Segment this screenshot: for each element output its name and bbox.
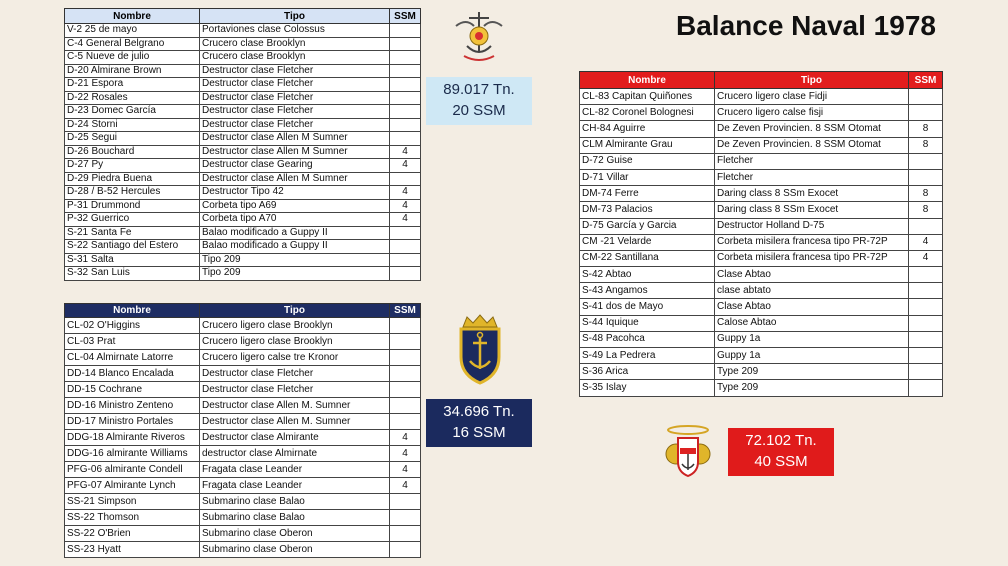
ssm-count-cell: 4 bbox=[390, 430, 421, 446]
ssm-count-cell bbox=[909, 299, 943, 315]
ssm-count-cell bbox=[390, 334, 421, 350]
ship-type-cell: Crucero ligero calse tre Kronor bbox=[200, 350, 390, 366]
ship-type-cell: Tipo 209 bbox=[200, 253, 390, 267]
ship-type-cell: Corbeta misilera francesa tipo PR-72P bbox=[715, 250, 909, 266]
ship-name-cell: DD-15 Cochrane bbox=[65, 382, 200, 398]
chile-fleet-table bbox=[64, 303, 421, 558]
ship-name-cell: DD-14 Blanco Encalada bbox=[65, 366, 200, 382]
ssm-count-cell bbox=[390, 51, 421, 65]
ship-type-cell: Destructor clase Allen M Sumner bbox=[200, 132, 390, 146]
ship-type-cell: Fletcher bbox=[715, 153, 909, 169]
table-row bbox=[65, 430, 421, 446]
ship-type-cell: Crucero ligero clase Fidji bbox=[715, 89, 909, 105]
chile-tonnage: 34.696 Tn. bbox=[443, 403, 515, 420]
table-row bbox=[65, 334, 421, 350]
table-row bbox=[580, 234, 943, 250]
peru-fleet-table bbox=[579, 71, 943, 397]
ship-name-cell: PFG-06 almirante Condell bbox=[65, 462, 200, 478]
ship-name-cell: D-71 Villar bbox=[580, 169, 715, 185]
table-row bbox=[580, 186, 943, 202]
ship-type-cell: Guppy 1a bbox=[715, 331, 909, 347]
table-row bbox=[65, 213, 421, 227]
ship-name-cell: CL-82 Coronel Bolognesi bbox=[580, 105, 715, 121]
ship-type-cell: Destructor clase Fletcher bbox=[200, 382, 390, 398]
ship-name-cell: DDG-16 almirante Williams bbox=[65, 446, 200, 462]
ship-type-cell: Daring class 8 SSm Exocet bbox=[715, 186, 909, 202]
ssm-count-cell: 4 bbox=[390, 446, 421, 462]
ship-type-cell: Destructor clase Allen M Sumner bbox=[200, 172, 390, 186]
ship-type-cell: Corbeta tipo A70 bbox=[200, 213, 390, 227]
ship-type-cell: Destructor clase Fletcher bbox=[200, 366, 390, 382]
ship-type-cell: Daring class 8 SSm Exocet bbox=[715, 202, 909, 218]
ship-name-cell: SS-22 O'Brien bbox=[65, 526, 200, 542]
ship-name-cell: CH-84 Aguirre bbox=[580, 121, 715, 137]
ship-type-cell: Balao modificado a Guppy II bbox=[200, 240, 390, 254]
ship-type-cell: Destructor Tipo 42 bbox=[200, 186, 390, 200]
ssm-count-cell bbox=[390, 542, 421, 558]
ship-name-cell: CM-22 Santillana bbox=[580, 250, 715, 266]
ssm-count-cell: 4 bbox=[390, 145, 421, 159]
argentina-ssm-total: 20 SSM bbox=[452, 102, 506, 119]
table-header-row bbox=[580, 72, 943, 89]
table-row bbox=[65, 159, 421, 173]
table-row bbox=[65, 186, 421, 200]
ship-name-cell: DM-73 Palacios bbox=[580, 202, 715, 218]
ssm-count-cell: 4 bbox=[390, 199, 421, 213]
ship-name-cell: S-21 Santa Fe bbox=[65, 226, 200, 240]
ssm-count-cell: 4 bbox=[390, 462, 421, 478]
ssm-count-cell bbox=[390, 78, 421, 92]
ssm-count-cell: 8 bbox=[909, 121, 943, 137]
column-header-nombre: Nombre bbox=[580, 72, 715, 89]
ship-type-cell: Clase Abtao bbox=[715, 267, 909, 283]
ssm-count-cell: 4 bbox=[390, 478, 421, 494]
ship-type-cell: Submarino clase Balao bbox=[200, 510, 390, 526]
ssm-count-cell: 4 bbox=[390, 213, 421, 227]
table-row bbox=[65, 51, 421, 65]
ship-type-cell: clase abtato bbox=[715, 283, 909, 299]
ship-type-cell: Clase Abtao bbox=[715, 299, 909, 315]
ship-type-cell: Fragata clase Leander bbox=[200, 462, 390, 478]
ship-type-cell: Submarino clase Oberon bbox=[200, 542, 390, 558]
ship-type-cell: Balao modificado a Guppy II bbox=[200, 226, 390, 240]
column-header-nombre: Nombre bbox=[65, 304, 200, 318]
column-header-ssm: SSM bbox=[909, 72, 943, 89]
table-row bbox=[580, 137, 943, 153]
ship-type-cell: Fletcher bbox=[715, 169, 909, 185]
ssm-count-cell bbox=[390, 91, 421, 105]
ssm-count-cell bbox=[390, 253, 421, 267]
ship-name-cell: D-25 Segui bbox=[65, 132, 200, 146]
table-row bbox=[580, 121, 943, 137]
ship-name-cell: S-49 La Pedrera bbox=[580, 348, 715, 364]
ship-type-cell: Destructor clase Fletcher bbox=[200, 105, 390, 119]
peru-ssm-total: 40 SSM bbox=[754, 453, 808, 470]
table-row bbox=[580, 331, 943, 347]
table-row bbox=[65, 414, 421, 430]
ship-type-cell: Crucero clase Brooklyn bbox=[200, 51, 390, 65]
table-row bbox=[65, 318, 421, 334]
ssm-count-cell bbox=[390, 510, 421, 526]
ship-type-cell: Destructor clase Fletcher bbox=[200, 118, 390, 132]
ship-name-cell: D-29 Piedra Buena bbox=[65, 172, 200, 186]
table-row bbox=[65, 118, 421, 132]
ship-name-cell: CL-02 O'Higgins bbox=[65, 318, 200, 334]
ship-name-cell: CLM Almirante Grau bbox=[580, 137, 715, 153]
ssm-count-cell bbox=[390, 172, 421, 186]
ship-type-cell: De Zeven Provincien. 8 SSM Otomat bbox=[715, 137, 909, 153]
table-row bbox=[65, 199, 421, 213]
ssm-count-cell bbox=[390, 118, 421, 132]
table-row bbox=[65, 542, 421, 558]
ship-type-cell: Destructor clase Gearing bbox=[200, 159, 390, 173]
ship-name-cell: CM -21 Velarde bbox=[580, 234, 715, 250]
table-header-row bbox=[65, 9, 421, 24]
ssm-count-cell bbox=[909, 364, 943, 380]
ship-name-cell: S-42 Abtao bbox=[580, 267, 715, 283]
ship-type-cell: Crucero ligero clase Brooklyn bbox=[200, 334, 390, 350]
ship-name-cell: S-43 Angamos bbox=[580, 283, 715, 299]
column-header-ssm: SSM bbox=[390, 9, 421, 24]
ship-name-cell: S-22 Santiago del Estero bbox=[65, 240, 200, 254]
ship-type-cell: Destructor clase Allen M. Sumner bbox=[200, 414, 390, 430]
ssm-count-cell bbox=[390, 132, 421, 146]
ship-name-cell: SS-22 Thomson bbox=[65, 510, 200, 526]
page-title: Balance Naval 1978 bbox=[676, 10, 936, 41]
ssm-count-cell bbox=[390, 366, 421, 382]
ship-type-cell: Submarino clase Oberon bbox=[200, 526, 390, 542]
ship-type-cell: Calose Abtao bbox=[715, 315, 909, 331]
ship-name-cell: S-36 Arica bbox=[580, 364, 715, 380]
ship-name-cell: DM-74 Ferre bbox=[580, 186, 715, 202]
ssm-count-cell bbox=[909, 153, 943, 169]
ship-type-cell: Destructor clase Fletcher bbox=[200, 78, 390, 92]
ship-name-cell: S-41 dos de Mayo bbox=[580, 299, 715, 315]
table-row bbox=[65, 240, 421, 254]
table-row bbox=[65, 462, 421, 478]
ssm-count-cell bbox=[390, 64, 421, 78]
chile-ssm-total: 16 SSM bbox=[452, 424, 506, 441]
ship-type-cell: Type 209 bbox=[715, 364, 909, 380]
table-row bbox=[65, 145, 421, 159]
ship-name-cell: D-20 Almirane Brown bbox=[65, 64, 200, 78]
argentina-tonnage: 89.017 Tn. bbox=[443, 81, 515, 98]
ship-type-cell: Crucero clase Brooklyn bbox=[200, 37, 390, 51]
table-row bbox=[580, 380, 943, 396]
ssm-count-cell: 4 bbox=[909, 250, 943, 266]
ship-type-cell: Fragata clase Leander bbox=[200, 478, 390, 494]
column-header-tipo: Tipo bbox=[715, 72, 909, 89]
table-row bbox=[580, 283, 943, 299]
table-row bbox=[65, 105, 421, 119]
table-row bbox=[580, 202, 943, 218]
table-row bbox=[65, 382, 421, 398]
ssm-count-cell: 8 bbox=[909, 137, 943, 153]
ship-name-cell: V-2 25 de mayo bbox=[65, 24, 200, 38]
ship-name-cell: S-31 Salta bbox=[65, 253, 200, 267]
peruvian-navy-emblem bbox=[662, 424, 714, 480]
ship-name-cell: D-26 Bouchard bbox=[65, 145, 200, 159]
ssm-count-cell bbox=[390, 526, 421, 542]
ship-type-cell: Portaviones clase Colossus bbox=[200, 24, 390, 38]
table-row bbox=[65, 37, 421, 51]
ship-name-cell: D-27 Py bbox=[65, 159, 200, 173]
ship-name-cell: CL-83 Capitan Quiñones bbox=[580, 89, 715, 105]
ship-type-cell: Destructor clase Fletcher bbox=[200, 64, 390, 78]
table-row bbox=[65, 510, 421, 526]
ssm-count-cell bbox=[390, 105, 421, 119]
argentina-fleet-table bbox=[64, 8, 421, 281]
ship-name-cell: D-22 Rosales bbox=[65, 91, 200, 105]
ship-name-cell: S-44 Iquique bbox=[580, 315, 715, 331]
ssm-count-cell bbox=[390, 37, 421, 51]
ship-name-cell: D-24 Storni bbox=[65, 118, 200, 132]
ship-type-cell: Corbeta tipo A69 bbox=[200, 199, 390, 213]
ship-type-cell: Type 209 bbox=[715, 380, 909, 396]
ship-name-cell: S-35 Islay bbox=[580, 380, 715, 396]
table-row bbox=[65, 226, 421, 240]
table-row bbox=[65, 24, 421, 38]
table-row bbox=[65, 478, 421, 494]
table-row bbox=[580, 364, 943, 380]
ship-name-cell: D-21 Espora bbox=[65, 78, 200, 92]
ship-name-cell: DD-16 Ministro Zenteno bbox=[65, 398, 200, 414]
ship-name-cell: D-28 / B-52 Hercules bbox=[65, 186, 200, 200]
ssm-count-cell bbox=[390, 318, 421, 334]
ship-name-cell: P-32 Guerrico bbox=[65, 213, 200, 227]
column-header-tipo: Tipo bbox=[200, 304, 390, 318]
table-row bbox=[580, 105, 943, 121]
ship-type-cell: Destructor clase Allen M. Sumner bbox=[200, 398, 390, 414]
ssm-count-cell bbox=[909, 169, 943, 185]
ssm-count-cell bbox=[390, 350, 421, 366]
ship-type-cell: Destructor Holland D-75 bbox=[715, 218, 909, 234]
table-row bbox=[65, 91, 421, 105]
ship-name-cell: CL-04 Almirnate Latorre bbox=[65, 350, 200, 366]
ship-name-cell: S-32 San Luis bbox=[65, 267, 200, 281]
ssm-count-cell: 4 bbox=[909, 234, 943, 250]
peru-tonnage: 72.102 Tn. bbox=[745, 432, 817, 449]
table-row bbox=[65, 253, 421, 267]
ship-name-cell: D-23 Domec García bbox=[65, 105, 200, 119]
table-row bbox=[580, 267, 943, 283]
ssm-count-cell bbox=[390, 398, 421, 414]
ship-name-cell: DD-17 Ministro Portales bbox=[65, 414, 200, 430]
ship-type-cell: Tipo 209 bbox=[200, 267, 390, 281]
ssm-count-cell bbox=[909, 105, 943, 121]
ssm-count-cell bbox=[390, 240, 421, 254]
ssm-count-cell: 8 bbox=[909, 186, 943, 202]
ship-name-cell: S-48 Pacohca bbox=[580, 331, 715, 347]
table-row bbox=[65, 526, 421, 542]
ssm-count-cell bbox=[390, 24, 421, 38]
table-row bbox=[65, 494, 421, 510]
ship-type-cell: Submarino clase Balao bbox=[200, 494, 390, 510]
ship-name-cell: SS-21 Simpson bbox=[65, 494, 200, 510]
table-row bbox=[580, 299, 943, 315]
ship-name-cell: D-72 Guise bbox=[580, 153, 715, 169]
ssm-count-cell bbox=[909, 89, 943, 105]
ship-type-cell: Guppy 1a bbox=[715, 348, 909, 364]
table-row bbox=[580, 315, 943, 331]
table-row bbox=[65, 267, 421, 281]
ship-type-cell: Destructor clase Allen M Sumner bbox=[200, 145, 390, 159]
ship-type-cell: Crucero ligero clase Brooklyn bbox=[200, 318, 390, 334]
ship-name-cell: DDG-18 Almirante Riveros bbox=[65, 430, 200, 446]
ssm-count-cell bbox=[909, 283, 943, 299]
ssm-count-cell bbox=[390, 226, 421, 240]
table-row bbox=[580, 348, 943, 364]
table-row bbox=[580, 218, 943, 234]
table-row bbox=[65, 78, 421, 92]
argentine-navy-emblem bbox=[452, 8, 506, 66]
ssm-count-cell bbox=[909, 315, 943, 331]
chilean-navy-shield-emblem bbox=[457, 313, 503, 385]
ssm-count-cell bbox=[390, 382, 421, 398]
ssm-count-cell bbox=[909, 267, 943, 283]
ship-type-cell: destructor clase Almirnate bbox=[200, 446, 390, 462]
chile-summary-box bbox=[426, 399, 532, 447]
table-row bbox=[65, 366, 421, 382]
table-row bbox=[65, 132, 421, 146]
ship-name-cell: PFG-07 Almirante Lynch bbox=[65, 478, 200, 494]
ssm-count-cell bbox=[909, 380, 943, 396]
table-row bbox=[65, 350, 421, 366]
ship-type-cell: De Zeven Provincien. 8 SSM Otomat bbox=[715, 121, 909, 137]
ship-name-cell: C-4 General Belgrano bbox=[65, 37, 200, 51]
peru-summary-box bbox=[728, 428, 834, 476]
ssm-count-cell: 4 bbox=[390, 159, 421, 173]
column-header-nombre: Nombre bbox=[65, 9, 200, 24]
table-row bbox=[580, 169, 943, 185]
ssm-count-cell bbox=[390, 267, 421, 281]
ship-name-cell: C-5 Nueve de julio bbox=[65, 51, 200, 65]
ship-name-cell: D-75 García y Garcia bbox=[580, 218, 715, 234]
ssm-count-cell: 8 bbox=[909, 202, 943, 218]
ship-type-cell: Corbeta misilera francesa tipo PR-72P bbox=[715, 234, 909, 250]
table-header-row bbox=[65, 304, 421, 318]
ssm-count-cell bbox=[390, 494, 421, 510]
ship-name-cell: CL-03 Prat bbox=[65, 334, 200, 350]
ship-type-cell: Destructor clase Almirante bbox=[200, 430, 390, 446]
table-row bbox=[580, 153, 943, 169]
ssm-count-cell bbox=[390, 414, 421, 430]
table-row bbox=[580, 89, 943, 105]
ssm-count-cell: 4 bbox=[390, 186, 421, 200]
table-row bbox=[65, 64, 421, 78]
ssm-count-cell bbox=[909, 348, 943, 364]
ssm-count-cell bbox=[909, 218, 943, 234]
table-row bbox=[580, 250, 943, 266]
argentina-summary-box bbox=[426, 77, 532, 125]
table-row bbox=[65, 446, 421, 462]
ship-type-cell: Destructor clase Fletcher bbox=[200, 91, 390, 105]
column-header-ssm: SSM bbox=[390, 304, 421, 318]
table-row bbox=[65, 398, 421, 414]
ship-name-cell: P-31 Drummond bbox=[65, 199, 200, 213]
ship-name-cell: SS-23 Hyatt bbox=[65, 542, 200, 558]
ssm-count-cell bbox=[909, 331, 943, 347]
ship-type-cell: Crucero ligero calse fisji bbox=[715, 105, 909, 121]
column-header-tipo: Tipo bbox=[200, 9, 390, 24]
table-row bbox=[65, 172, 421, 186]
